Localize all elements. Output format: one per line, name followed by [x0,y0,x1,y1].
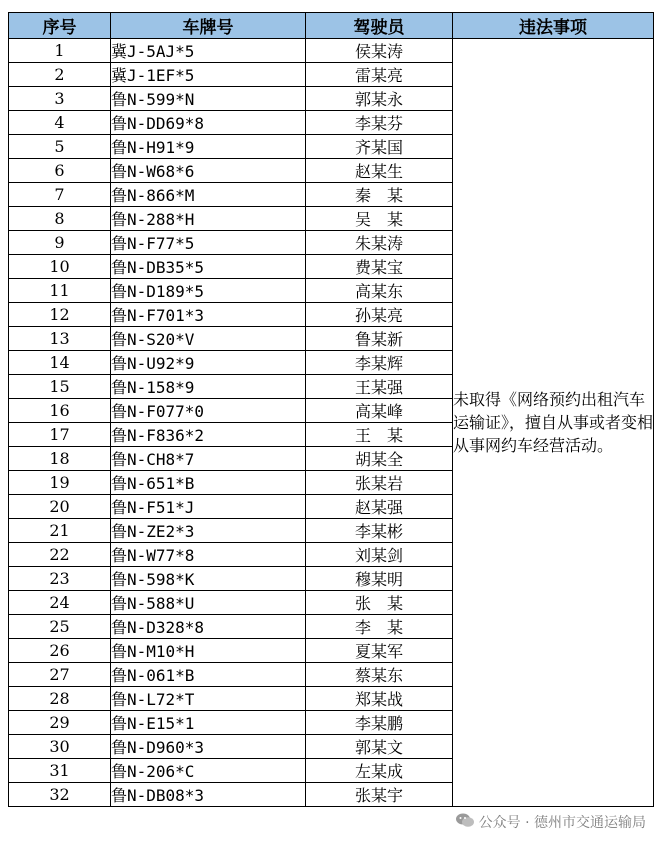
cell-no: 20 [9,495,111,519]
cell-driver: 张某宇 [306,783,453,807]
cell-no: 13 [9,327,111,351]
table-header-row [9,13,654,39]
cell-driver: 郑某战 [306,687,453,711]
cell-plate: 鲁N-599*N [111,87,306,111]
cell-driver: 齐某国 [306,135,453,159]
cell-driver: 鲁某新 [306,327,453,351]
cell-plate: 鲁N-F51*J [111,495,306,519]
header-no: 序号 [9,13,111,39]
cell-driver: 李某芬 [306,111,453,135]
cell-no: 12 [9,303,111,327]
cell-plate: 鲁N-H91*9 [111,135,306,159]
cell-no: 8 [9,207,111,231]
cell-driver: 李某鹏 [306,711,453,735]
cell-no: 1 [9,39,111,63]
cell-no: 11 [9,279,111,303]
cell-plate: 鲁N-E15*1 [111,711,306,735]
cell-no: 19 [9,471,111,495]
cell-no: 5 [9,135,111,159]
cell-plate: 鲁N-CH8*7 [111,447,306,471]
cell-no: 4 [9,111,111,135]
cell-plate: 鲁N-288*H [111,207,306,231]
cell-plate: 鲁N-W77*8 [111,543,306,567]
table-body [9,39,654,807]
cell-plate: 冀J-5AJ*5 [111,39,306,63]
cell-driver: 王某强 [306,375,453,399]
cell-plate: 鲁N-158*9 [111,375,306,399]
cell-driver: 夏某军 [306,639,453,663]
cell-driver: 孙某亮 [306,303,453,327]
cell-plate: 鲁N-206*C [111,759,306,783]
header-plate: 车牌号 [111,13,306,39]
cell-plate: 鲁N-L72*T [111,687,306,711]
cell-no: 10 [9,255,111,279]
cell-driver: 郭某永 [306,87,453,111]
cell-driver: 李 某 [306,615,453,639]
cell-plate: 冀J-1EF*5 [111,63,306,87]
cell-plate: 鲁N-D960*3 [111,735,306,759]
cell-plate: 鲁N-S20*V [111,327,306,351]
cell-no: 30 [9,735,111,759]
cell-no: 9 [9,231,111,255]
cell-plate: 鲁N-D328*8 [111,615,306,639]
cell-no: 2 [9,63,111,87]
cell-no: 31 [9,759,111,783]
cell-driver: 赵某生 [306,159,453,183]
cell-plate: 鲁N-DB35*5 [111,255,306,279]
cell-driver: 费某宝 [306,255,453,279]
cell-plate: 鲁N-F77*5 [111,231,306,255]
cell-driver: 李某辉 [306,351,453,375]
cell-no: 15 [9,375,111,399]
cell-driver: 王 某 [306,423,453,447]
cell-plate: 鲁N-061*B [111,663,306,687]
violation-records-table [8,12,654,807]
cell-driver: 胡某全 [306,447,453,471]
cell-plate: 鲁N-F836*2 [111,423,306,447]
cell-driver: 蔡某东 [306,663,453,687]
cell-driver: 赵某强 [306,495,453,519]
cell-driver: 秦 某 [306,183,453,207]
watermark-text: 公众号 · 德州市交通运输局 [478,815,646,831]
header-driver: 驾驶员 [306,13,453,39]
cell-plate: 鲁N-W68*6 [111,159,306,183]
cell-driver: 侯某涛 [306,39,453,63]
cell-violation: 未取得《网络预约出租汽车运输证》，擅自从事或者变相从事网约车经营活动。 [453,39,654,807]
cell-driver: 穆某明 [306,567,453,591]
cell-plate: 鲁N-DB08*3 [111,783,306,807]
cell-driver: 高某东 [306,279,453,303]
cell-driver: 张 某 [306,591,453,615]
cell-no: 3 [9,87,111,111]
cell-plate: 鲁N-D189*5 [111,279,306,303]
cell-no: 32 [9,783,111,807]
cell-no: 27 [9,663,111,687]
cell-plate: 鲁N-588*U [111,591,306,615]
cell-driver: 张某岩 [306,471,453,495]
cell-no: 16 [9,399,111,423]
cell-no: 6 [9,159,111,183]
cell-driver: 高某峰 [306,399,453,423]
cell-plate: 鲁N-651*B [111,471,306,495]
table-row [9,39,654,63]
cell-no: 25 [9,615,111,639]
cell-plate: 鲁N-598*K [111,567,306,591]
cell-plate: 鲁N-F077*0 [111,399,306,423]
cell-driver: 朱某涛 [306,231,453,255]
cell-plate: 鲁N-ZE2*3 [111,519,306,543]
cell-no: 23 [9,567,111,591]
cell-plate: 鲁N-F701*3 [111,303,306,327]
cell-plate: 鲁N-866*M [111,183,306,207]
cell-driver: 郭某文 [306,735,453,759]
cell-no: 18 [9,447,111,471]
cell-driver: 左某成 [306,759,453,783]
cell-driver: 刘某剑 [306,543,453,567]
cell-no: 24 [9,591,111,615]
cell-plate: 鲁N-M10*H [111,639,306,663]
cell-no: 7 [9,183,111,207]
header-violation: 违法事项 [453,13,654,39]
cell-no: 28 [9,687,111,711]
cell-no: 22 [9,543,111,567]
cell-plate: 鲁N-U92*9 [111,351,306,375]
cell-driver: 李某彬 [306,519,453,543]
cell-no: 17 [9,423,111,447]
cell-plate: 鲁N-DD69*8 [111,111,306,135]
cell-driver: 吴 某 [306,207,453,231]
watermark [455,812,646,832]
cell-no: 29 [9,711,111,735]
wechat-icon [455,812,475,832]
cell-no: 26 [9,639,111,663]
cell-no: 21 [9,519,111,543]
cell-driver: 雷某亮 [306,63,453,87]
cell-no: 14 [9,351,111,375]
